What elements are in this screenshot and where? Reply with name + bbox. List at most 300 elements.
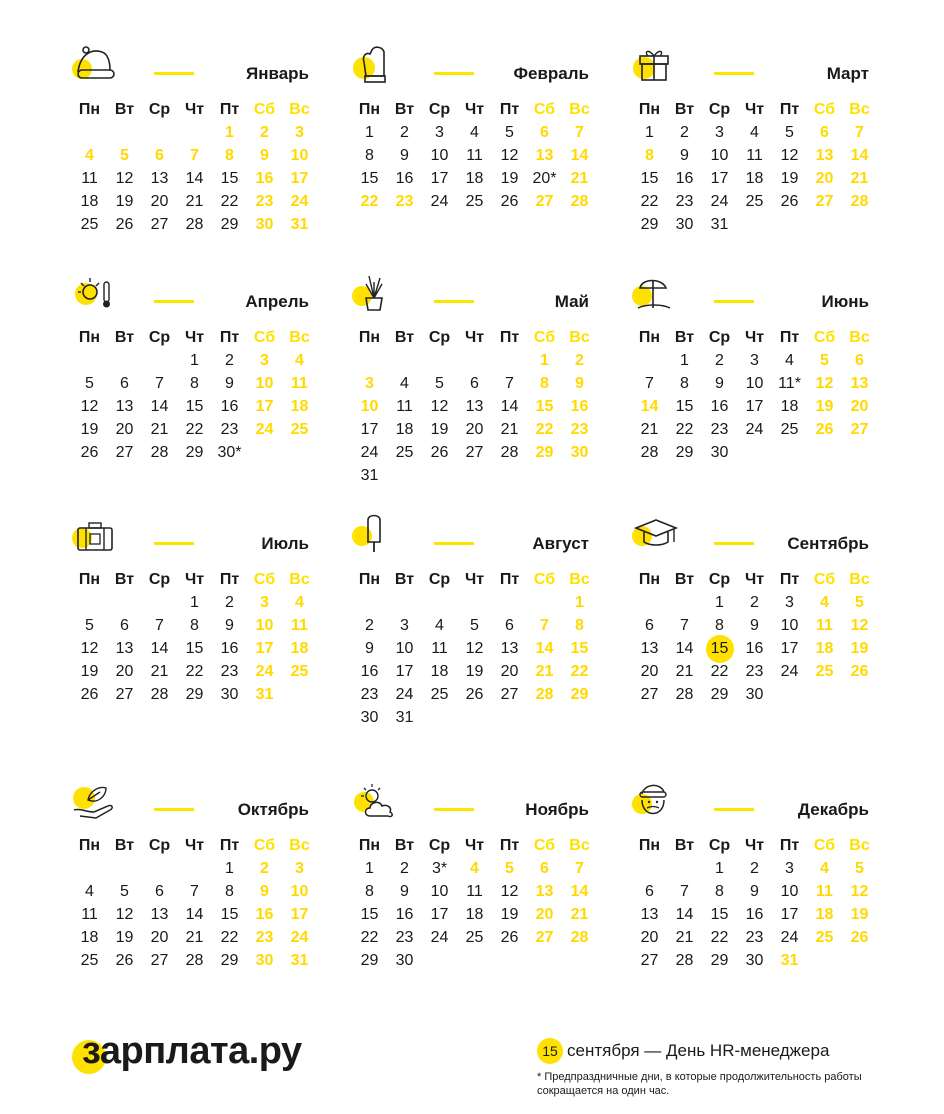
weekend-day: 17	[255, 398, 274, 415]
day: 9	[715, 375, 724, 392]
day: 29	[675, 444, 694, 461]
weekday-header: Вс	[289, 329, 310, 346]
weekend-day: 28	[850, 193, 869, 210]
weekend-day: 21	[570, 906, 589, 923]
month-name: Май	[554, 292, 589, 311]
day: 15	[360, 906, 379, 923]
weekday-header: Пт	[779, 571, 800, 588]
weekday-header: Пн	[358, 571, 381, 588]
month-dash	[714, 542, 754, 545]
weekday-header: Ср	[148, 101, 171, 118]
weekend-day: 10	[290, 147, 309, 164]
month-dash	[714, 72, 754, 75]
day: 14	[150, 640, 169, 657]
day: 11	[81, 170, 98, 187]
empty-cell	[72, 349, 107, 372]
weekend-day: 25	[290, 421, 309, 438]
day-grid	[632, 326, 877, 464]
weekday-header: Вс	[289, 837, 310, 854]
day: 24	[710, 193, 729, 210]
day: 29	[360, 952, 379, 969]
day: 8	[715, 617, 724, 634]
day: 12	[500, 147, 519, 164]
day: 5	[505, 124, 514, 141]
month-block	[72, 270, 342, 510]
day: 23	[745, 663, 764, 680]
weekend-day: 29	[535, 444, 554, 461]
weekend-day: 7	[575, 860, 584, 877]
day: 27	[640, 952, 659, 969]
day: 19	[780, 170, 799, 187]
hr-day-number: 15	[537, 1038, 563, 1064]
day: 29	[220, 952, 239, 969]
day: 28	[150, 444, 169, 461]
empty-cell	[107, 591, 142, 614]
day: 10	[395, 640, 414, 657]
weekend-day: 5	[855, 860, 864, 877]
empty-cell	[387, 349, 422, 372]
day: 23	[675, 193, 694, 210]
day: 3	[715, 124, 724, 141]
day: 16	[395, 906, 414, 923]
weekend-day: 22	[360, 193, 379, 210]
day: 8	[190, 617, 199, 634]
month-name: Октябрь	[237, 800, 309, 819]
day: 9	[225, 617, 234, 634]
weekend-day: 14	[535, 640, 554, 657]
day: 2	[400, 860, 409, 877]
day: 14	[500, 398, 519, 415]
weekday-header: Сб	[533, 329, 556, 346]
weekend-day: 15	[535, 398, 554, 415]
day: 1	[365, 124, 374, 141]
month-block	[632, 512, 902, 752]
day: 28	[500, 444, 519, 461]
weekend-day: 20	[815, 170, 834, 187]
day: 23	[220, 663, 239, 680]
day: 14	[675, 640, 694, 657]
weekday-header: Чт	[744, 101, 765, 118]
day: 22	[675, 421, 694, 438]
weekday-header: Вт	[114, 571, 135, 588]
weekend-day: 2	[260, 124, 269, 141]
day: 26	[780, 193, 799, 210]
highlighted-day: 15	[702, 637, 737, 660]
weekend-day: 4	[85, 147, 94, 164]
day-grid	[632, 834, 877, 972]
empty-cell	[492, 349, 527, 372]
day: 13	[465, 398, 484, 415]
weekend-day: 6	[820, 124, 829, 141]
weekday-header: Ср	[148, 329, 171, 346]
weekend-day: 19	[850, 906, 869, 923]
day: 22	[220, 929, 239, 946]
day: 1	[715, 860, 724, 877]
day: 18	[465, 170, 484, 187]
empty-cell	[72, 121, 107, 144]
day: 7	[680, 883, 689, 900]
day: 28	[185, 952, 204, 969]
weekday-header: Пн	[358, 837, 381, 854]
weekday-header: Сб	[813, 329, 836, 346]
day: 26	[430, 444, 449, 461]
day: 3*	[431, 860, 448, 877]
weekend-day: 25	[290, 663, 309, 680]
day: 16	[710, 398, 729, 415]
weekend-day: 4	[820, 594, 829, 611]
day: 10	[710, 147, 729, 164]
day: 6	[120, 617, 129, 634]
month-block	[72, 512, 342, 752]
day: 22	[710, 663, 729, 680]
empty-cell	[492, 591, 527, 614]
day: 15	[185, 398, 204, 415]
weekday-header: Чт	[184, 571, 205, 588]
day: 30	[710, 444, 729, 461]
day: 27	[500, 686, 519, 703]
day: 17	[710, 170, 729, 187]
day: 5	[85, 617, 94, 634]
day: 22	[220, 193, 239, 210]
day: 20	[640, 929, 659, 946]
day: 6	[120, 375, 129, 392]
day: 1	[715, 594, 724, 611]
day: 15	[185, 640, 204, 657]
weekday-header: Вс	[289, 101, 310, 118]
month-name: Апрель	[245, 292, 309, 311]
day: 5	[470, 617, 479, 634]
day: 13	[500, 640, 519, 657]
weekday-header: Чт	[184, 329, 205, 346]
month-block	[72, 778, 342, 1018]
day: 24	[780, 929, 799, 946]
weekday-header: Чт	[744, 837, 765, 854]
empty-cell	[352, 349, 387, 372]
weekend-day: 18	[815, 640, 834, 657]
day: 1	[680, 352, 689, 369]
weekend-day: 17	[290, 906, 309, 923]
sun-cloud-icon	[352, 778, 398, 822]
day: 18	[80, 193, 99, 210]
day: 13	[115, 398, 134, 415]
day-grid	[352, 326, 597, 487]
empty-cell	[107, 857, 142, 880]
month-block	[72, 42, 342, 282]
day: 13	[150, 906, 169, 923]
santa-hat-icon	[72, 42, 118, 86]
ice-cream-icon	[352, 512, 398, 556]
weekend-day: 31	[290, 216, 309, 233]
day: 14	[185, 170, 204, 187]
weekend-day: 25	[815, 663, 834, 680]
day: 30	[360, 709, 379, 726]
weekday-header: Вт	[674, 571, 695, 588]
day: 17	[745, 398, 764, 415]
day: 2	[225, 352, 234, 369]
weekend-day: 13	[535, 883, 554, 900]
month-name: Декабрь	[797, 800, 869, 819]
weekday-header: Ср	[708, 571, 731, 588]
weekend-day: 3	[295, 860, 304, 877]
weekend-day: 15	[570, 640, 589, 657]
month-block	[352, 512, 622, 752]
weekday-header: Пт	[219, 101, 240, 118]
empty-cell	[142, 349, 177, 372]
day: 28	[675, 686, 694, 703]
weekend-day: 6	[540, 860, 549, 877]
weekend-day: 29	[570, 686, 589, 703]
day: 19	[80, 663, 99, 680]
weekend-day: 14	[570, 147, 589, 164]
day: 6	[505, 617, 514, 634]
weekend-day: 3	[260, 594, 269, 611]
empty-cell	[352, 591, 387, 614]
day: 1	[645, 124, 654, 141]
weekday-header: Вт	[394, 101, 415, 118]
weekday-header: Пн	[78, 571, 101, 588]
day: 20	[115, 421, 134, 438]
day: 3	[785, 594, 794, 611]
weekend-day: 30	[255, 952, 274, 969]
weekday-header: Вс	[569, 101, 590, 118]
weekend-day: 10	[290, 883, 309, 900]
weekday-header: Ср	[428, 571, 451, 588]
weekend-day: 5	[820, 352, 829, 369]
weekend-day: 27	[815, 193, 834, 210]
weekend-day: 24	[255, 663, 274, 680]
empty-cell	[457, 591, 492, 614]
day: 13	[640, 906, 659, 923]
weekday-header: Вс	[849, 571, 870, 588]
day-grid	[352, 834, 597, 972]
weekday-header: Сб	[253, 101, 276, 118]
day: 21	[185, 193, 204, 210]
day: 5	[85, 375, 94, 392]
month-dash	[714, 300, 754, 303]
day: 30	[395, 952, 414, 969]
empty-cell	[632, 857, 667, 880]
weekend-day: 1	[575, 594, 584, 611]
day: 9	[365, 640, 374, 657]
weekend-day: 14	[570, 883, 589, 900]
month-name: Март	[826, 64, 869, 83]
day: 29	[710, 952, 729, 969]
day: 19	[500, 170, 519, 187]
day: 25	[465, 193, 484, 210]
weekday-header: Пт	[779, 101, 800, 118]
day: 9	[750, 617, 759, 634]
weekday-header: Сб	[813, 837, 836, 854]
empty-cell	[457, 349, 492, 372]
day: 28	[185, 216, 204, 233]
day: 4	[750, 124, 759, 141]
weekday-header: Вт	[674, 329, 695, 346]
day: 28	[640, 444, 659, 461]
day: 21	[185, 929, 204, 946]
weekday-header: Пн	[358, 101, 381, 118]
weekday-header: Вт	[394, 837, 415, 854]
weekend-day: 1	[540, 352, 549, 369]
day: 23	[360, 686, 379, 703]
day: 17	[360, 421, 379, 438]
day: 29	[185, 686, 204, 703]
month-dash	[434, 808, 474, 811]
logo: зарплата.ру	[82, 1030, 302, 1072]
weekend-day: 8	[575, 617, 584, 634]
empty-cell	[632, 349, 667, 372]
empty-cell	[422, 591, 457, 614]
weekday-header: Сб	[813, 571, 836, 588]
weekend-day: 3	[295, 124, 304, 141]
month-name: Февраль	[513, 64, 589, 83]
weekend-day: 30	[570, 444, 589, 461]
weekend-day: 6	[540, 124, 549, 141]
month-dash	[154, 808, 194, 811]
weekend-day: 12	[850, 617, 869, 634]
weekday-header: Ср	[428, 837, 451, 854]
day: 11	[431, 640, 448, 657]
day: 18	[80, 929, 99, 946]
day: 20	[150, 193, 169, 210]
day: 4	[470, 124, 479, 141]
day: 6	[645, 883, 654, 900]
weekend-day: 21	[850, 170, 869, 187]
day: 16	[745, 906, 764, 923]
day: 24	[430, 193, 449, 210]
day: 18	[395, 421, 414, 438]
day: 26	[500, 193, 519, 210]
weekday-header: Пн	[638, 101, 661, 118]
month-block	[352, 778, 622, 1018]
day: 23	[745, 929, 764, 946]
weekday-header: Чт	[464, 329, 485, 346]
day: 8	[680, 375, 689, 392]
empty-cell	[177, 121, 212, 144]
weekday-header: Вт	[114, 329, 135, 346]
day-grid	[632, 98, 877, 236]
day: 8	[365, 147, 374, 164]
day: 8	[190, 375, 199, 392]
day: 11*	[778, 375, 801, 392]
weekday-header: Ср	[428, 101, 451, 118]
weekend-day: 24	[290, 193, 309, 210]
day-grid	[72, 98, 317, 236]
day: 17	[430, 906, 449, 923]
day: 24	[430, 929, 449, 946]
weekday-header: Ср	[148, 571, 171, 588]
weekend-day: 3	[260, 352, 269, 369]
day: 10	[430, 147, 449, 164]
day: 20*	[532, 170, 557, 187]
day: 20	[500, 663, 519, 680]
mitten-icon	[352, 42, 398, 86]
day: 15	[220, 906, 239, 923]
day: 1	[225, 860, 234, 877]
weekend-day: 31	[290, 952, 309, 969]
day: 11	[466, 147, 483, 164]
weekday-header: Ср	[148, 837, 171, 854]
weekday-header: Пн	[78, 837, 101, 854]
gift-icon	[632, 42, 678, 86]
day: 20	[465, 421, 484, 438]
day: 11	[466, 883, 483, 900]
empty-cell	[177, 857, 212, 880]
day: 9	[680, 147, 689, 164]
day: 19	[430, 421, 449, 438]
day: 30*	[217, 444, 242, 461]
day: 21	[150, 663, 169, 680]
day: 23	[220, 421, 239, 438]
weekend-day: 2	[575, 352, 584, 369]
weekend-day: 17	[255, 640, 274, 657]
day-grid	[72, 326, 317, 464]
day: 7	[645, 375, 654, 392]
month-name: Июнь	[821, 292, 869, 311]
day: 5	[785, 124, 794, 141]
day: 10	[780, 617, 799, 634]
day: 19	[500, 906, 519, 923]
day: 10	[430, 883, 449, 900]
day: 3	[785, 860, 794, 877]
day: 12	[780, 147, 799, 164]
day: 14	[675, 906, 694, 923]
day: 3	[750, 352, 759, 369]
weekend-day: 23	[255, 193, 274, 210]
empty-cell	[107, 121, 142, 144]
day: 26	[115, 216, 134, 233]
day: 21	[640, 421, 659, 438]
day: 14	[150, 398, 169, 415]
day: 6	[645, 617, 654, 634]
weekend-day: 17	[290, 170, 309, 187]
day: 2	[400, 124, 409, 141]
weekend-day: 31	[780, 952, 799, 969]
weekend-day: 6	[155, 147, 164, 164]
empty-cell	[387, 591, 422, 614]
weekend-day: 8	[225, 147, 234, 164]
santa-face-icon	[632, 778, 678, 822]
day: 22	[185, 421, 204, 438]
weekend-day: 23	[395, 193, 414, 210]
weekend-day: 10	[255, 617, 274, 634]
empty-cell	[422, 349, 457, 372]
month-name: Сентябрь	[787, 534, 869, 553]
weekend-day: 10	[360, 398, 379, 415]
day: 13	[150, 170, 169, 187]
month-dash	[154, 300, 194, 303]
day: 31	[360, 467, 379, 484]
day: 1	[190, 594, 199, 611]
weekend-day: 20	[535, 906, 554, 923]
day: 25	[430, 686, 449, 703]
weekday-header: Сб	[533, 837, 556, 854]
day: 15	[220, 170, 239, 187]
empty-cell	[107, 349, 142, 372]
weekend-day: 12	[850, 883, 869, 900]
weekend-day: 9	[260, 883, 269, 900]
weekend-day: 13	[850, 375, 869, 392]
weekday-header: Пт	[219, 837, 240, 854]
weekend-day: 31	[255, 686, 274, 703]
weekday-header: Чт	[464, 101, 485, 118]
weekend-day: 28	[535, 686, 554, 703]
weekday-header: Чт	[464, 571, 485, 588]
weekday-header: Чт	[464, 837, 485, 854]
day: 4	[400, 375, 409, 392]
weekend-day: 2	[260, 860, 269, 877]
day: 17	[780, 906, 799, 923]
day: 13	[115, 640, 134, 657]
